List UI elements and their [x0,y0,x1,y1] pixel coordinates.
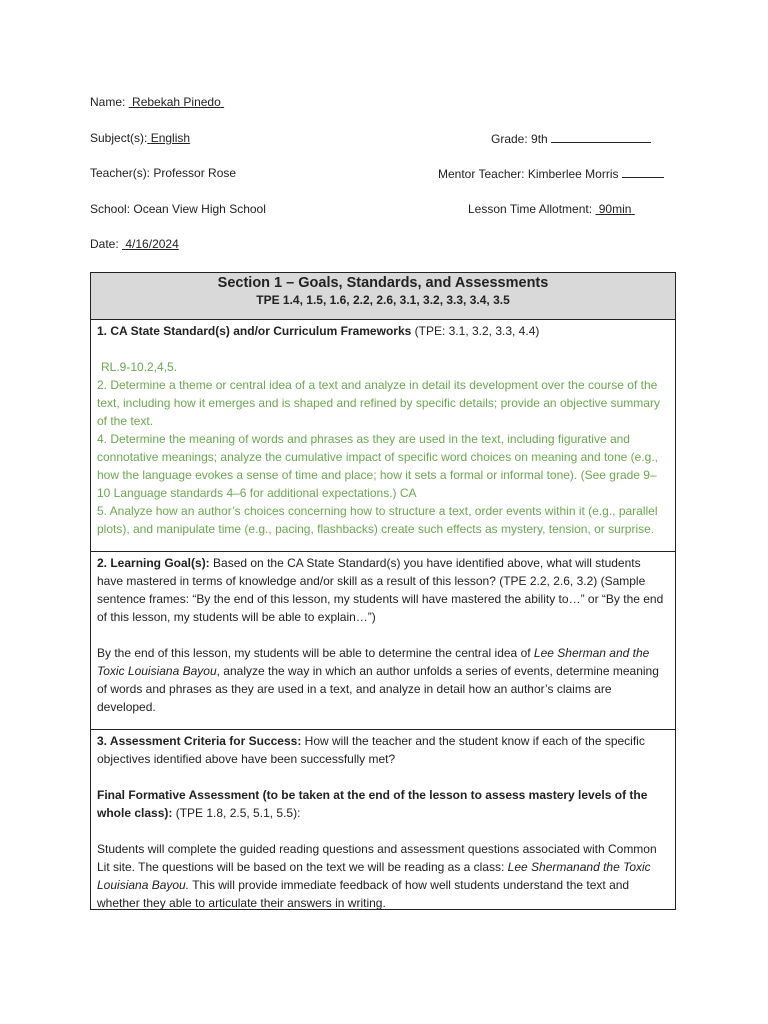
assessment-heading: 3. Assessment Criteria for Success: [97,734,302,748]
mentor-blank-line [622,165,664,178]
standard-item-4: 4. Determine the meaning of words and phrases as they are used in the text, including figurative and connotative meanings; analyze the cumulative impact of specific word choices on meaning and tone (e.g., how the language evokes a sense of time and place; how it sets a formal or informal tone). (See grade 9–10 Language standards 4–6 for additional expectations.) CA [97,432,658,500]
grade-label: Grade: 9th [491,132,548,146]
section-title: Section 1 – Goals, Standards, and Assessments [217,275,549,291]
final-assessment-heading: Final Formative Assessment (to be taken at the end of the lesson to assess mastery levels of the whole class): [97,788,648,820]
section-tpe: TPE 1.4, 1.5, 1.6, 2.2, 2.6, 3.1, 3.2, 3.3, 3.4, 3.5 [256,293,510,307]
name-label: Name: [90,95,126,109]
time-label: Lesson Time Allotment: [468,202,593,216]
assessment-answer [97,840,669,912]
learning-goals-prompt-text: Based on the CA State Standard(s) you have identified above, what will students have mastered in terms of knowledge and/or skill as a result of this lesson? (TPE 2.2, 2.6, 3.2) (Sample sentence frames: “By the end of this lesson, my students will have mastered the ability to…” or “By the end of this lesson, my students will be able to explain…”) [97,556,664,624]
name-field [90,94,224,110]
date-field [90,236,179,252]
learning-goals-heading: 2. Learning Goal(s): [97,556,210,570]
standard-rl: RL.9-10.2,4,5. [101,360,178,374]
grade-blank-line [551,130,651,143]
standard-item-2: 2. Determine a theme or central idea of a text and analyze in detail its development over the course of the text, including how it emerges and is shaped and refined by specific details; provide an objective summary of the text. [97,378,660,428]
final-assessment-tpe: (TPE 1.8, 2.5, 5.1, 5.5): [172,806,301,820]
assessment-answer-pre: Students will complete the guided reading questions and assessment questions associated with Common Lit site. The questions will be based on the text we will be reading as a class: [97,842,657,874]
school-label: School: Ocean View High School [90,202,266,216]
time-field [468,201,635,217]
learning-goals-answer [97,644,669,716]
time-value: 90min [598,202,632,216]
assessment-answer-post: This will provide immediate feedback of how well students understand the text and whether they able to articulate their answers in writing. [97,878,630,910]
date-value: 4/16/2024 [125,237,179,251]
learning-goals-answer-post: , analyze the way in which an author unfolds a series of events, determine meaning of words and phrases as they are used in a text, and analyze in detail how an author’s claims are developed. [97,664,659,714]
standards-cell [91,320,675,552]
standards-tpe: (TPE: 3.1, 3.2, 3.3, 4.4) [411,324,540,338]
assessment-prompt-text: How will the teacher and the student know if each of the specific objectives identified above have been successfully met? [97,734,645,766]
subject-value: English [150,131,191,145]
text-title: Lee Sherman and the Toxic Louisiana Bayou [97,646,650,678]
learning-goals-prompt [97,554,669,626]
mentor-label: Mentor Teacher: Kimberlee Morris [438,167,619,181]
assessment-cell [91,730,675,909]
teacher-label: Teacher(s): Professor Rose [90,166,237,180]
school-field [90,201,266,217]
final-assessment-line [97,786,669,822]
standard-item-5: 5. Analyze how an author’s choices concerning how to structure a text, order events within it (e.g., parallel plots), and manipulate time (e.g., pacing, flashbacks) create such effects as mystery, tension, or surprise. [97,504,658,536]
teacher-field [90,165,236,181]
assessment-text-title: Lee Shermanand the Toxic Louisiana Bayou. [97,860,651,892]
date-label: Date: [90,237,119,251]
standards-heading: 1. CA State Standard(s) and/or Curriculum Frameworks [97,324,412,338]
learning-goals-answer-pre: By the end of this lesson, my students will be able to determine the central idea of [97,646,534,660]
mentor-field [438,165,664,182]
learning-goals-cell [91,552,675,730]
grade-field [491,130,651,147]
name-value: Rebekah Pinedo [132,95,221,109]
subject-field [90,130,190,146]
assessment-prompt [97,732,669,768]
section-table [90,272,676,910]
section-header [91,273,675,320]
standards-heading-line [97,322,669,340]
subject-label: Subject(s): [90,131,148,145]
